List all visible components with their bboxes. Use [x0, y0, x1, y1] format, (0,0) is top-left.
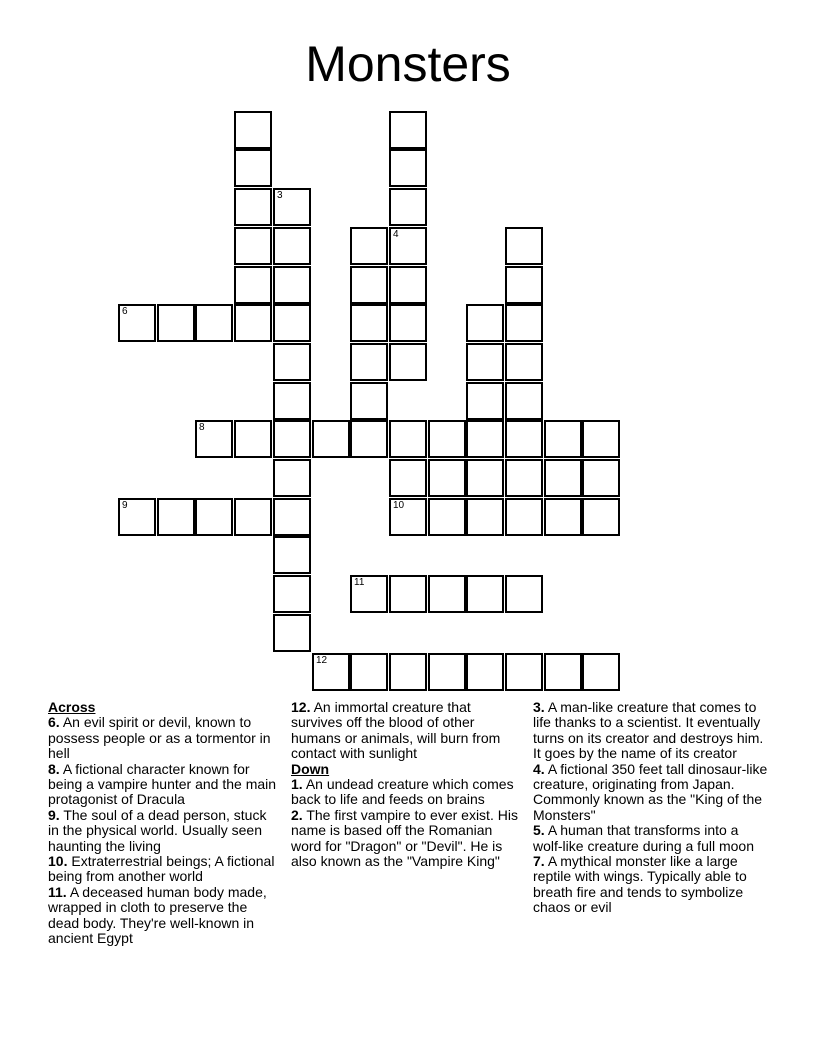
grid-cell[interactable]	[466, 459, 504, 497]
grid-cell[interactable]	[273, 188, 311, 226]
grid-cell[interactable]	[505, 343, 543, 381]
clue-across-10: 10. Extraterrestrial beings; A fictional being from another world	[48, 853, 275, 885]
grid-cell[interactable]	[428, 420, 466, 458]
grid-cell[interactable]	[428, 459, 466, 497]
grid-cell[interactable]	[273, 420, 311, 458]
grid-cell[interactable]	[389, 343, 427, 381]
clue-number: 11	[354, 577, 365, 588]
grid-cell[interactable]	[466, 575, 504, 613]
grid-cell[interactable]	[505, 575, 543, 613]
grid-cell[interactable]	[389, 653, 427, 691]
grid-cell[interactable]	[505, 420, 543, 458]
grid-cell[interactable]	[234, 227, 272, 265]
grid-cell[interactable]	[350, 653, 388, 691]
grid-cell[interactable]	[505, 304, 543, 342]
grid-cell[interactable]	[389, 420, 427, 458]
grid-cell[interactable]	[195, 498, 233, 536]
clue-across-9: 9. The soul of a dead person, stuck in the physical world. Usually seen haunting the living	[48, 806, 267, 854]
grid-cell[interactable]	[195, 304, 233, 342]
grid-cell[interactable]	[350, 382, 388, 420]
grid-cell[interactable]	[466, 382, 504, 420]
grid-cell[interactable]	[234, 149, 272, 187]
grid-cell[interactable]	[234, 188, 272, 226]
grid-cell[interactable]	[234, 420, 272, 458]
grid-cell[interactable]	[350, 575, 388, 613]
grid-cell[interactable]	[273, 227, 311, 265]
clue-number: 8	[199, 422, 205, 433]
grid-cell[interactable]	[118, 304, 156, 342]
clue-number: 12	[316, 655, 328, 666]
clue-column-1	[48, 700, 280, 947]
grid-cell[interactable]	[389, 575, 427, 613]
grid-cell[interactable]	[389, 459, 427, 497]
grid-cell[interactable]	[505, 382, 543, 420]
grid-cell[interactable]	[234, 304, 272, 342]
grid-cell[interactable]	[466, 653, 504, 691]
grid-cell[interactable]	[466, 498, 504, 536]
grid-cell[interactable]	[582, 653, 620, 691]
grid-cell[interactable]	[195, 420, 233, 458]
grid-cell[interactable]	[505, 227, 543, 265]
grid-cell[interactable]	[389, 266, 427, 304]
grid-cell[interactable]	[273, 304, 311, 342]
grid-cell[interactable]	[505, 653, 543, 691]
grid-cell[interactable]	[428, 653, 466, 691]
clue-across-11: 11. A deceased human body made, wrapped in cloth to preserve the dead body. They're well-known in ancient Egypt	[48, 883, 267, 947]
grid-cell[interactable]	[544, 653, 582, 691]
grid-cell[interactable]	[389, 149, 427, 187]
grid-cell[interactable]	[582, 498, 620, 536]
grid-cell[interactable]	[350, 227, 388, 265]
grid-cell[interactable]	[157, 498, 195, 536]
grid-cell[interactable]	[273, 536, 311, 574]
clue-across-6: 6. An evil spirit or devil, known to possess people or as a tormentor in hell	[48, 714, 271, 762]
grid-cell[interactable]	[466, 343, 504, 381]
grid-cell[interactable]	[389, 498, 427, 536]
grid-cell[interactable]	[350, 266, 388, 304]
grid-cell[interactable]	[582, 420, 620, 458]
clue-across-8: 8. A fictional character known for being a vampire hunter and the main protagonist of Dracula	[48, 760, 277, 808]
grid-cell[interactable]	[234, 266, 272, 304]
clue-column-2	[291, 700, 525, 869]
grid-cell[interactable]	[350, 343, 388, 381]
clue-down-1: 1. An undead creature which comes back to life and feeds on brains	[291, 776, 514, 808]
grid-cell[interactable]	[544, 459, 582, 497]
grid-cell[interactable]	[273, 266, 311, 304]
grid-cell[interactable]	[157, 304, 195, 342]
grid-cell[interactable]	[312, 653, 350, 691]
clue-down-3: 3. A man-like creature that comes to life thanks to a scientist. It eventually turns on its creator and destroys him. It goes by the name of its creator	[533, 699, 764, 762]
grid-cell[interactable]	[273, 498, 311, 536]
clue-number: 10	[393, 500, 405, 511]
grid-cell[interactable]	[273, 614, 311, 652]
clue-number: 3	[277, 190, 283, 201]
page-title: Monsters	[305, 36, 511, 92]
grid-cell[interactable]	[389, 111, 427, 149]
clue-down-4: 4. A fictional 350 feet tall dinosaur-like creature, originating from Japan. Commonly known as the "King of the Monsters"	[533, 760, 768, 823]
grid-cell[interactable]	[118, 498, 156, 536]
grid-cell[interactable]	[312, 420, 350, 458]
grid-cell[interactable]	[273, 382, 311, 420]
grid-cell[interactable]	[505, 266, 543, 304]
grid-cell[interactable]	[428, 575, 466, 613]
clue-down-7: 7. A mythical monster like a large reptile with wings. Typically able to breath fire and tends to symbolize chaos or evil	[533, 853, 747, 916]
clue-down-2: 2. The first vampire to ever exist. His name is based off the Romanian word for "Dragon" or "Devil". He is also known as the "Vampire King"	[291, 806, 518, 870]
grid-cell[interactable]	[273, 343, 311, 381]
grid-cell[interactable]	[428, 498, 466, 536]
clue-number: 4	[393, 229, 399, 240]
clue-number: 9	[122, 500, 128, 511]
grid-cell[interactable]	[582, 459, 620, 497]
grid-cell[interactable]	[273, 575, 311, 613]
clue-column-3	[533, 700, 769, 916]
grid-cell[interactable]	[389, 304, 427, 342]
clue-down-5: 5. A human that transforms into a wolf-like creature during a full moon	[533, 822, 754, 854]
grid-cell[interactable]	[544, 498, 582, 536]
grid-cell[interactable]	[466, 304, 504, 342]
grid-cell[interactable]	[389, 188, 427, 226]
grid-cell[interactable]	[234, 498, 272, 536]
grid-cell[interactable]	[234, 111, 272, 149]
grid-cell[interactable]	[273, 459, 311, 497]
grid-cell[interactable]	[505, 498, 543, 536]
across-heading: Across	[48, 699, 96, 715]
clue-across-12: 12. An immortal creature that survives off the blood of other humans or animals, will burn from contact with sunlight	[291, 699, 501, 762]
grid-cell[interactable]	[350, 304, 388, 342]
grid-cell[interactable]	[505, 459, 543, 497]
grid-cell[interactable]	[389, 227, 427, 265]
clue-number: 6	[122, 306, 128, 317]
grid-cell[interactable]	[544, 420, 582, 458]
grid-cell[interactable]	[350, 420, 388, 458]
grid-cell[interactable]	[466, 420, 504, 458]
down-heading: Down	[291, 760, 330, 777]
